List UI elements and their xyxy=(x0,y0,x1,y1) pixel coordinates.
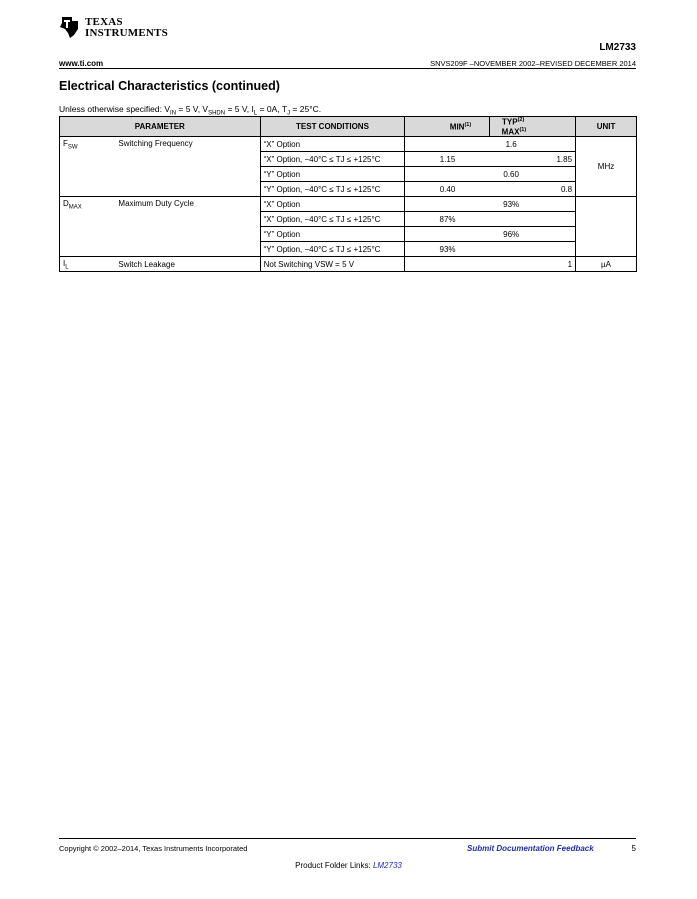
cond-mid3: = 0A, T xyxy=(257,104,288,114)
dmax-cond-1: “X” Option xyxy=(260,197,405,212)
dmax-typ-4 xyxy=(490,242,533,257)
il-max: 1 xyxy=(533,257,576,272)
dmax-typ-1: 93% xyxy=(490,197,533,212)
part-number: LM2733 xyxy=(599,42,636,53)
dmax-max-4 xyxy=(533,242,576,257)
header-unit: UNIT xyxy=(576,117,637,137)
header-min-label: MIN xyxy=(449,122,465,132)
folder-link[interactable]: LM2733 xyxy=(372,861,402,870)
fsw-min-2: 1.15 xyxy=(405,152,490,167)
header-min-note: (1) xyxy=(464,121,472,128)
dmax-cond-2: “X” Option, −40°C ≤ TJ ≤ +125°C xyxy=(260,212,405,227)
table-header-row xyxy=(60,117,637,137)
table-row xyxy=(60,197,637,212)
fsw-sym-sub: SW xyxy=(67,144,78,151)
fsw-min-4: 0.40 xyxy=(405,182,490,197)
cond-mid2: = 5 V, I xyxy=(225,104,254,114)
header-min xyxy=(405,117,490,137)
header-typ-max xyxy=(490,117,576,137)
cond-shdn-sub: SHDN xyxy=(208,110,226,117)
table-row xyxy=(60,257,637,272)
cond-mid1: = 5 V, V xyxy=(176,104,209,114)
ti-logo-icon xyxy=(59,15,81,39)
dmax-unit xyxy=(576,197,637,257)
dmax-sym: D xyxy=(63,199,69,209)
il-min xyxy=(405,257,490,272)
fsw-sym: F xyxy=(63,139,68,149)
table-row xyxy=(60,137,637,152)
header-parameter: PARAMETER xyxy=(60,117,261,137)
dmax-max-3 xyxy=(533,227,576,242)
fsw-name: Switching Frequency xyxy=(115,137,260,197)
header-max-label: MAX xyxy=(501,127,520,137)
fsw-typ-2 xyxy=(490,152,533,167)
cond-l-sub: L xyxy=(253,110,258,117)
dmax-typ-2 xyxy=(490,212,533,227)
feedback-link[interactable]: Submit Documentation Feedback xyxy=(467,844,594,853)
cond-j-sub: J xyxy=(287,110,291,117)
dmax-sym-sub: MAX xyxy=(68,204,82,211)
dmax-symbol xyxy=(60,197,116,257)
footer-rule xyxy=(59,838,636,839)
dmax-cond-4: “Y” Option, −40°C ≤ TJ ≤ +125°C xyxy=(260,242,405,257)
il-unit: µA xyxy=(576,257,637,272)
logo-wordmark xyxy=(85,17,168,39)
site-link[interactable]: www.ti.com xyxy=(59,59,104,68)
dmax-cond-3: “Y” Option xyxy=(260,227,405,242)
dmax-max-1 xyxy=(533,197,576,212)
fsw-typ-1: 1.6 xyxy=(490,137,533,152)
fsw-unit: MHz xyxy=(576,137,637,197)
logo-line2: INSTRUMENTS xyxy=(85,27,168,39)
il-name: Switch Leakage xyxy=(115,257,260,272)
il-symbol xyxy=(60,257,116,272)
copyright: Copyright © 2002–2014, Texas Instruments Incorporated xyxy=(59,844,248,853)
header-typ xyxy=(490,117,536,127)
il-cond: Not Switching VSW = 5 V xyxy=(260,257,405,272)
electrical-characteristics-table xyxy=(59,116,637,272)
fsw-max-2: 1.85 xyxy=(533,152,576,167)
header-rule xyxy=(59,68,636,69)
fsw-symbol xyxy=(60,137,116,197)
fsw-cond-3: “Y” Option xyxy=(260,167,405,182)
logo-line1: TEXAS xyxy=(85,16,123,28)
fsw-max-3 xyxy=(533,167,576,182)
fsw-cond-2: “X” Option, −40°C ≤ TJ ≤ +125°C xyxy=(260,152,405,167)
header-typ-label: TYP xyxy=(502,117,518,127)
fsw-min-1 xyxy=(405,137,490,152)
header-test-conditions: TEST CONDITIONS xyxy=(260,117,405,137)
document-id: SNVS209F –NOVEMBER 2002–REVISED DECEMBER 2014 xyxy=(430,59,636,68)
cond-end: = 25°C. xyxy=(290,104,322,114)
dmax-name: Maximum Duty Cycle xyxy=(115,197,260,257)
cond-prefix: Unless otherwise specified: V xyxy=(59,104,171,114)
fsw-cond-1: “X” Option xyxy=(260,137,405,152)
il-sym-sub: L xyxy=(65,264,69,271)
il-typ xyxy=(490,257,533,272)
cond-in-sub: IN xyxy=(170,110,177,117)
section-title: Electrical Characteristics (continued) xyxy=(59,79,280,93)
fsw-typ-4 xyxy=(490,182,533,197)
dmax-min-1 xyxy=(405,197,490,212)
header-typ-note: (2) xyxy=(517,117,525,123)
folder-label: Product Folder Links: xyxy=(295,861,373,870)
page-number: 5 xyxy=(631,844,636,853)
header-max-note: (1) xyxy=(519,126,527,133)
test-conditions-note xyxy=(59,104,321,117)
il-sym: I xyxy=(63,258,66,268)
header-max xyxy=(490,127,526,137)
dmax-max-2 xyxy=(533,212,576,227)
fsw-max-4: 0.8 xyxy=(533,182,576,197)
dmax-min-3 xyxy=(405,227,490,242)
product-folder-links xyxy=(0,861,697,870)
dmax-min-4: 93% xyxy=(405,242,490,257)
fsw-cond-4: “Y” Option, −40°C ≤ TJ ≤ +125°C xyxy=(260,182,405,197)
ti-logo[interactable] xyxy=(59,15,168,39)
fsw-max-1 xyxy=(533,137,576,152)
dmax-typ-3: 96% xyxy=(490,227,533,242)
fsw-typ-3: 0.60 xyxy=(490,167,533,182)
fsw-min-3 xyxy=(405,167,490,182)
dmax-min-2: 87% xyxy=(405,212,490,227)
